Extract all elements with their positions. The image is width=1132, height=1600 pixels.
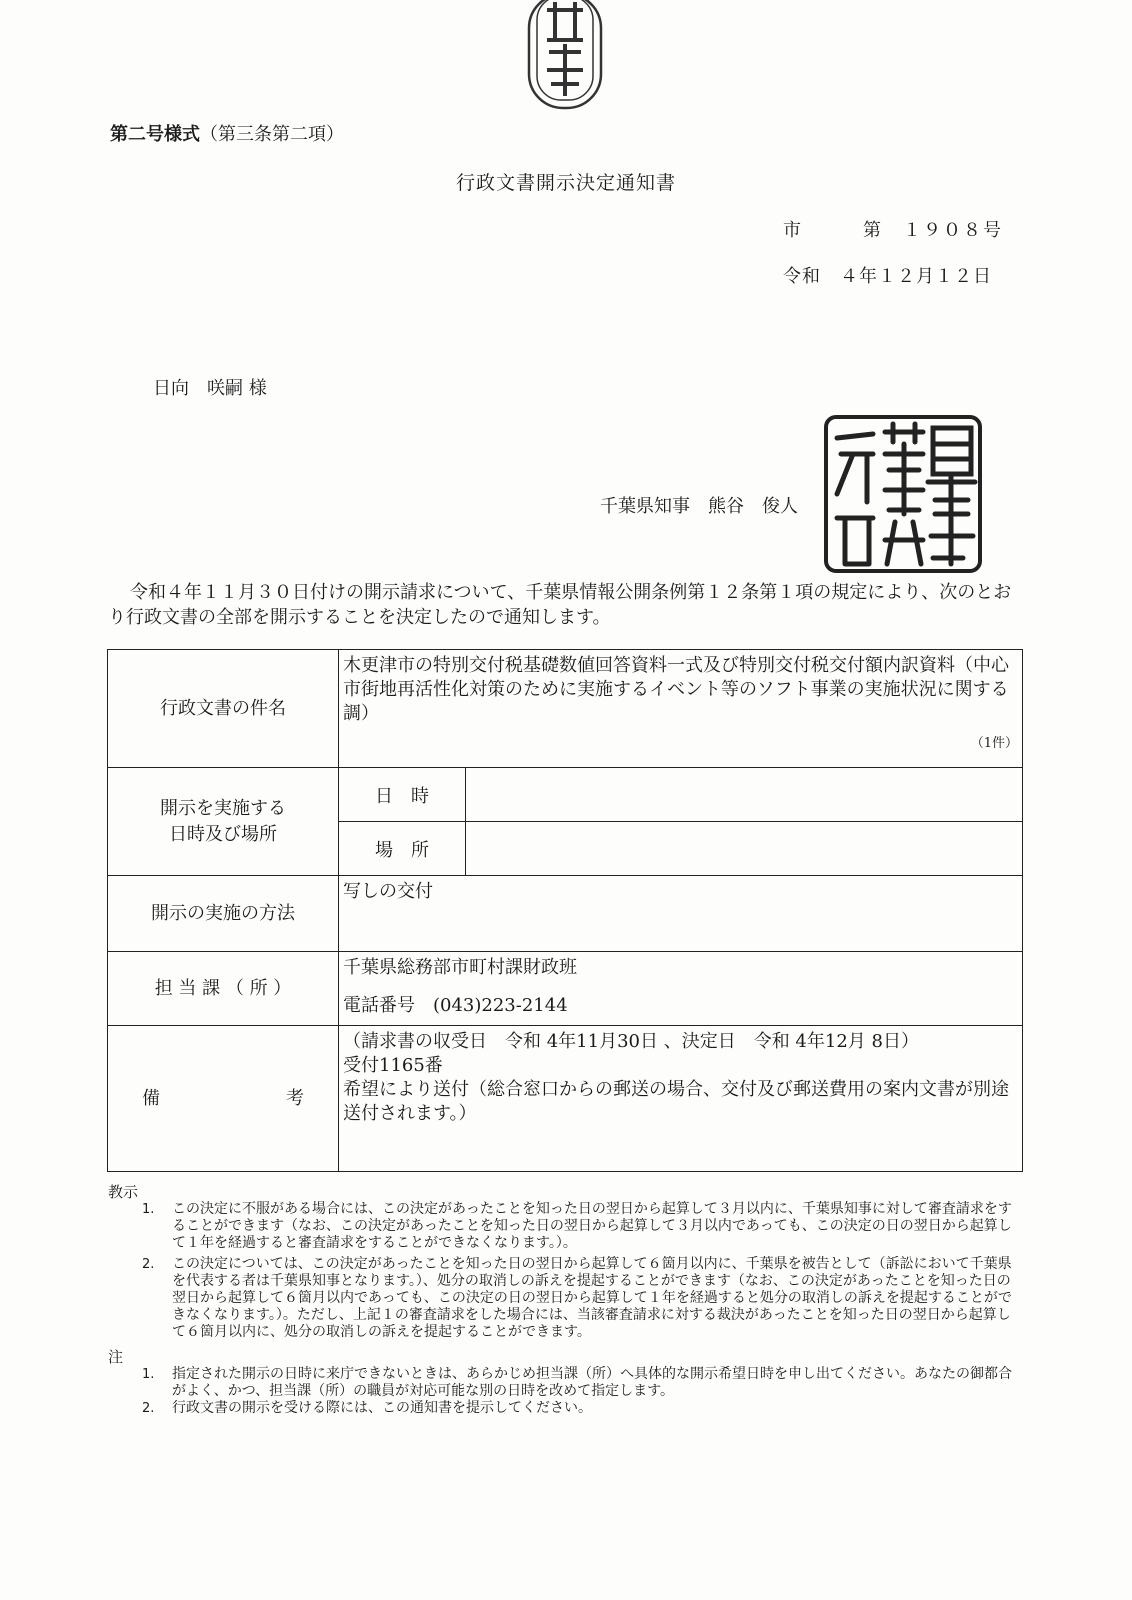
subject-count: （1件） [970,736,1018,751]
instruction-heading: 教示 [108,1183,139,1201]
governor-seal [823,414,983,574]
form-reference: （第三条第二項） [200,124,344,145]
datetime-value [466,768,1023,822]
form-label [110,120,344,146]
note-number: 1. [142,1367,155,1382]
addressee: 日向 咲嗣 様 [153,378,267,399]
datetime-label: 日 時 [339,768,466,822]
remarks-delivery: 希望により送付（総合窓口からの郵送の場合、交付及び郵送費用の案内文書が別途送付されます。） [343,1079,1009,1124]
page-title: 行政文書開示決定通知書 [455,172,676,194]
department-cell [339,952,1023,1026]
remarks-cell [339,1026,1023,1172]
remarks-label: 備 考 [108,1026,339,1172]
note-item [108,1400,1028,1417]
notes-section [108,1184,1028,1417]
department-phone: 電話番号 (043)223-2144 [343,995,568,1016]
subject-cell [339,650,1023,768]
note-text: 行政文書の開示を受ける際には、この通知書を提示してください。 [172,1400,592,1416]
when-where-label [108,768,339,876]
subject-label: 行政文書の件名 [108,650,339,768]
decision-statement: 令和４年１１月３０日付けの開示請求について、千葉県情報公開条例第１２条第１項の規定により、次のとおり行政文書の全部を開示することを決定したので通知します。 [108,582,1012,628]
instruction-number: 1. [142,1202,155,1217]
subject-value: 木更津市の特別交付税基礎数値回答資料一式及び特別交付税交付額内訳資料（中心市街地再活性化対策のために実施するイベント等のソフト事業の実施状況に関する調） [343,655,1009,724]
instruction-number: 2. [142,1257,155,1272]
note-item [108,1366,1028,1400]
issuer: 千葉県知事 熊谷 俊人 [600,496,798,517]
place-label: 場 所 [339,822,466,876]
note-list [108,1366,1028,1417]
note-number: 2. [142,1401,155,1416]
disclosure-table [107,649,1023,1172]
remarks-dates: （請求書の収受日 令和 4年11月30日 、決定日 令和 4年12月 8日） [343,1031,919,1052]
method-value: 写しの交付 [339,876,1023,952]
note-heading: 注 [108,1348,124,1366]
instruction-item [108,1256,1028,1341]
instruction-list [108,1201,1028,1341]
when-where-label-line2: 日時及び場所 [169,823,277,845]
method-label: 開示の実施の方法 [108,876,339,952]
stamp-top-seal [525,0,605,112]
when-where-label-line1: 開示を実施する [160,797,286,819]
document-number: 市 第 １９０８号 [783,220,1003,241]
form-number: 第二号様式 [110,124,200,145]
note-text: 指定された開示の日時に来庁できないときは、あらかじめ担当課（所）へ具体的な開示希望日時を申し出てください。あなたの御都合がよく、かつ、担当課（所）の職員が対応可能な別の日時を改めて指定します。 [172,1366,1012,1399]
department-name: 千葉県総務部市町村課財政班 [343,957,577,978]
remarks-receipt: 受付1165番 [343,1055,443,1076]
instruction-text: この決定については、この決定があったことを知った日の翌日から起算して６箇月以内に、千葉県を被告として（訴訟において千葉県を代表する者は千葉県知事となります。）、処分の取消しの訴えを提起することができます（なお、この決定があったことを知った日の翌日から起算して６箇月以内であっても、この決定の日の翌日から起算して１年を経過すると処分の取消しの訴えを提起することができなくなります。）。ただし、上記１の審査請求をした場合には、当該審査請求に対する裁決があったことを知った日の翌日から起算して６箇月以内に、処分の取消しの訴えを提起することができます。 [172,1256,1012,1340]
place-value [466,822,1023,876]
department-label: 担 当 課 （ 所 ） [108,952,339,1026]
instruction-text: この決定に不服がある場合には、この決定があったことを知った日の翌日から起算して３月以内に、千葉県知事に対して審査請求をすることができます（なお、この決定があったことを知った日の翌日から起算して３月以内であっても、この決定の日の翌日から起算して１年を経過すると審査請求をすることができなくなります。）。 [172,1201,1012,1251]
document-date: 令和 ４年１２月１２日 [783,266,992,287]
instruction-item [108,1201,1028,1252]
